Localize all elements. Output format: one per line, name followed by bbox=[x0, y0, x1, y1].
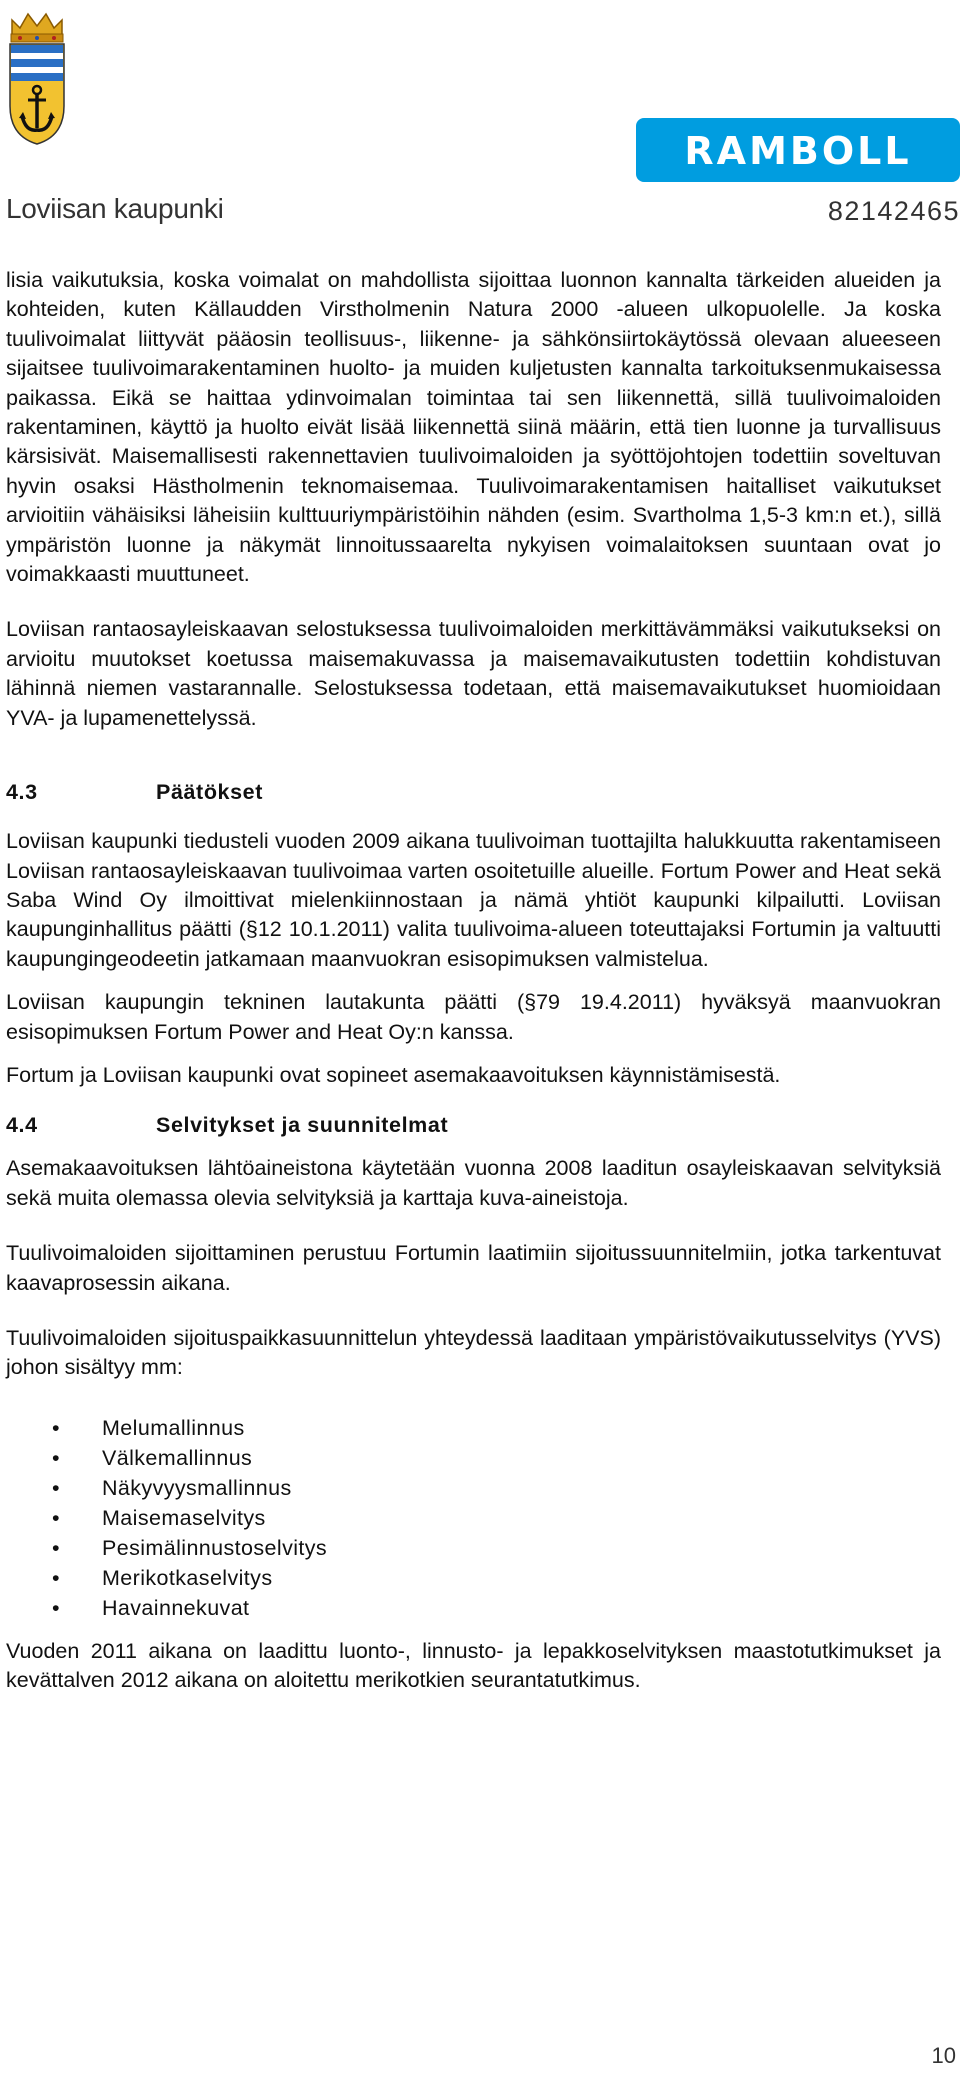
section-title: Päätökset bbox=[156, 780, 263, 805]
paragraph: Vuoden 2011 aikana on laadittu luonto-, linnusto- ja lepakkoselvityksen maastotutkimukset ja kevättalven 2012 aikana on aloitettu merikotkien seurantatutkimus. bbox=[6, 1638, 941, 1693]
header-organization: Loviisan kaupunki bbox=[6, 193, 224, 224]
list-item: • Näkyvyysmallinnus bbox=[6, 1473, 941, 1503]
bullet-icon: • bbox=[52, 1415, 60, 1440]
bullet-icon: • bbox=[52, 1565, 60, 1590]
bullet-icon: • bbox=[52, 1535, 60, 1560]
section-heading-4-3 bbox=[6, 777, 941, 807]
list-item: • Merikotkaselvitys bbox=[6, 1563, 941, 1593]
section-heading-4-4 bbox=[6, 1110, 941, 1140]
header-project-number: 82142465 bbox=[827, 196, 960, 226]
coat-of-arms-logo bbox=[6, 6, 68, 146]
bullet-icon: • bbox=[52, 1505, 60, 1530]
list-item: • Maisemaselvitys bbox=[6, 1503, 941, 1533]
bullet-icon: • bbox=[52, 1595, 60, 1620]
paragraph: Loviisan kaupunki tiedusteli vuoden 2009 aikana tuulivoiman tuottajilta halukkuutta rakentamiseen Loviisan rantaosayleiskaavan tuulivoimaa varten osoitetuille alueille. Fortum Power and Heat sekä Saba Wind Oy ilmoittivat mielenkiinnostaan ja nämä yhtiöt kaupunki kilpailutti. Loviisan kaupunginhallitus päätti (§12 10.1.2011) valita tuulivoima-alueen toteuttajaksi Fortumin ja valtuutti kaupungingeodeetin jatkamaan maanvuokran esisopimuksen valmistelua. bbox=[6, 829, 941, 971]
document-body bbox=[6, 266, 941, 1696]
page-number: 10 bbox=[931, 2043, 956, 2068]
ramboll-logo bbox=[636, 118, 960, 182]
paragraph: Fortum ja Loviisan kaupunki ovat sopineet asemakaavoituksen käynnistämisestä. bbox=[6, 1062, 781, 1087]
list-item: • Välkemallinnus bbox=[6, 1443, 941, 1473]
paragraph: Asemakaavoituksen lähtöaineistona käytetään vuonna 2008 laaditun osayleiskaavan selvityksiä sekä muita olemassa olevia selvityksiä ja karttaja kuva-aineistoja. bbox=[6, 1156, 941, 1210]
section-number: 4.3 bbox=[6, 780, 38, 805]
bullet-icon: • bbox=[52, 1445, 60, 1470]
paragraph: lisia vaikutuksia, koska voimalat on mahdollista sijoittaa luonnon kannalta tärkeiden alueiden ja kohteiden, kuten Källaudden Virstholmenin Natura 2000 -alueen ulkopuolelle. Ja koska tuulivoimalat liittyvät pääosin teollisuus-, liikenne- ja sähkönsiirtokäytössä olevaan alueeseen sijaitsee tuulivoimarakentaminen huolto- ja muiden kuljetusten kannalta tarkoituksenmukaisessa paikassa. Eikä se haittaa ydinvoimalan toimintaa tai sen liikennettä, sillä tuulivoimaloiden rakentaminen, käyttö ja huolto eivät lisää liikennettä siinä määrin, että tien luonne ja turvallisuus kärsisivät. Maisemallisesti rakennettavien tuulivoimaloiden ja syöttöjohtojen todettiin soveltuvan hyvin osaksi Hästholmenin teknomaisemaa. Tuulivoimarakentamisen haitalliset vaikutukset arvioitiin vähäisiksi läheisiin kulttuuriympäristöihin nähden (esim. Svartholma 1,5-3 km:n et.), sillä ympäristön luonne ja näkymät linnoitussaarelta nykyisen voimalaitoksen suuntaan ovat jo voimakkaasti muuttuneet. bbox=[6, 268, 941, 587]
list-item: • Melumallinnus bbox=[6, 1413, 941, 1443]
section-number: 4.4 bbox=[6, 1113, 38, 1138]
paragraph: Tuulivoimaloiden sijoittaminen perustuu Fortumin laatimiin sijoitussuunnitelmiin, jotka tarkentuvat kaavaprosessin aikana. bbox=[6, 1241, 941, 1295]
list-item: • Pesimälinnustoselvitys bbox=[6, 1533, 941, 1563]
survey-list bbox=[6, 1413, 941, 1623]
section-title: Selvitykset ja suunnitelmat bbox=[156, 1113, 449, 1138]
paragraph: Loviisan rantaosayleiskaavan selostuksessa tuulivoimaloiden merkittävämmäksi vaikutukseksi on arvioitu muutokset koetussa maisemakuvassa ja maisemavaikutusten todettiin kohdistuvan lähinnä niemen vastarannalle. Selostuksessa todetaan, että maisemavaikutukset huomioidaan YVA- ja lupamenettelyssä. bbox=[6, 617, 941, 730]
svg-text:RAMBOLL: RAMBOLL bbox=[684, 129, 912, 173]
paragraph: Loviisan kaupungin tekninen lautakunta päätti (§79 19.4.2011) hyväksyä maanvuokran esisopimuksen Fortum Power and Heat Oy:n kanssa. bbox=[6, 990, 941, 1044]
paragraph: Tuulivoimaloiden sijoituspaikkasuunnittelun yhteydessä laaditaan ympäristövaikutusselvitys (YVS) johon sisältyy mm: bbox=[6, 1325, 941, 1380]
bullet-icon: • bbox=[52, 1475, 60, 1500]
list-item: • Havainnekuvat bbox=[6, 1593, 941, 1623]
